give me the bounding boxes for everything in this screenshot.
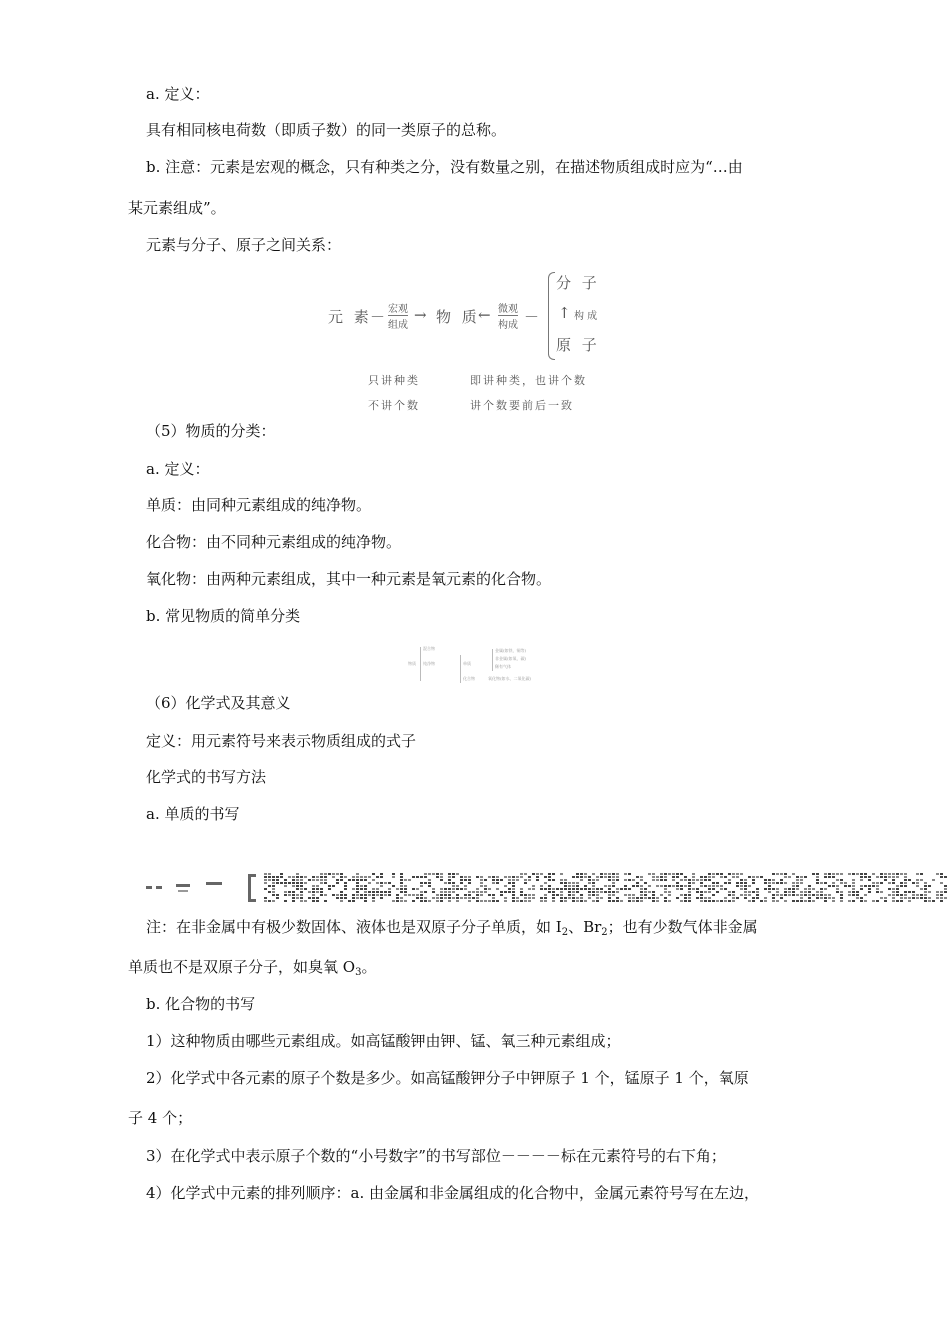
arrow-up-icon: ↑	[558, 304, 571, 322]
formula-writing-method: 化学式的书写方法	[146, 768, 267, 786]
simple-classification-heading: b. 常见物质的简单分类	[146, 607, 301, 625]
rule-2-line2: 子 4 个；	[128, 1109, 193, 1127]
elemental-writing-heading: a. 单质的书写	[146, 805, 240, 823]
note-b-line1: b. 注意：元素是宏观的概念，只有种类之分，没有数量之别，在描述物质组成时应为“…由	[146, 158, 743, 176]
diagram-note-2b: 讲个数要前后一致	[470, 399, 574, 412]
diagram-brace	[548, 272, 555, 360]
rule-1: 1）这种物质由哪些元素组成。如高锰酸钾由钾、锰、氧三种元素组成；	[146, 1032, 621, 1050]
formula-definition: 定义：用元素符号来表示物质组成的式子	[146, 732, 417, 750]
mini-feijinshu: 非金属(如氧、碳)	[495, 656, 527, 661]
diagram-note-1b: 不讲个数	[368, 399, 420, 412]
element-definition: 具有相同核电荷数（即质子数）的同一类原子的总称。	[146, 121, 507, 139]
elemental-substance-def: 单质：由同种元素组成的纯净物。	[146, 496, 372, 514]
classification-diagram	[408, 645, 538, 685]
mini-jinshu: 金属(如铁、铜等)	[495, 648, 527, 653]
note-nonmetal-line1: 注：在非金属中有极少数固体、液体也是双原子分子单质，如 $I_2$、$Br_2$；也有少数气体非金属	[146, 918, 758, 938]
diagram-goucheng: 构成	[498, 320, 518, 331]
diagram-note-2a: 即讲种类，也讲个数	[470, 374, 587, 387]
rule-3: 3）在化学式中表示原子个数的“小号数字”的书写部位－－－－标在元素符号的右下角；	[146, 1147, 726, 1165]
note-b-line2: 某元素组成”。	[128, 199, 226, 217]
mini-chunjingwu: 纯净物	[423, 661, 435, 666]
diagram-dash-1: －	[370, 308, 386, 326]
diagram-yuanzi: 原 子	[556, 336, 600, 354]
oxide-def: 氧化物：由两种元素组成，其中一种元素是氧元素的化合物。	[146, 570, 552, 588]
diagram-goucheng-2: 构 成	[574, 311, 598, 322]
mini-wuzhi: 物质	[408, 661, 416, 666]
definition-heading-a: a. 定义：	[146, 85, 210, 103]
mini-huahewu: 化合物	[463, 676, 475, 681]
definition-heading-a-2: a. 定义：	[146, 460, 210, 478]
diagram-zucheng: 组成	[388, 320, 408, 331]
mini-hunhewu: 混合物	[423, 646, 435, 651]
note-nonmetal-line2: 单质也不是双原子分子，如臭氧 $O_3$。	[128, 958, 377, 978]
mini-xiyouqiti: 稀有气体	[495, 664, 511, 669]
diagram-arrow-left: ←	[478, 306, 491, 324]
relation-heading: 元素与分子、原子之间关系：	[146, 236, 342, 254]
diagram-yuansu: 元 素	[328, 308, 372, 326]
diagram-hongguan: 宏观	[388, 300, 408, 316]
classification-heading: （5）物质的分类：	[146, 422, 276, 440]
diagram-fenzi: 分 子	[556, 274, 600, 292]
garbled-formula-image	[140, 870, 950, 906]
diagram-arrow-right: →	[414, 306, 427, 324]
mini-yanghuawu: 氧化物(如水、二氧化碳)	[488, 676, 532, 681]
compound-writing-heading: b. 化合物的书写	[146, 995, 256, 1013]
element-relation-diagram	[320, 270, 620, 420]
formula-heading: （6）化学式及其意义	[146, 694, 291, 712]
diagram-weiguan: 微观	[498, 300, 518, 316]
diagram-dash-2: －	[524, 308, 540, 326]
compound-def: 化合物：由不同种元素组成的纯净物。	[146, 533, 402, 551]
diagram-wuzhi: 物 质	[436, 308, 480, 326]
mini-danzhi: 单质	[463, 661, 471, 666]
rule-2-line1: 2）化学式中各元素的原子个数是多少。如高锰酸钾分子中钾原子 1 个，锰原子 1 个，氧原	[146, 1069, 749, 1087]
rule-4: 4）化学式中元素的排列顺序：a. 由金属和非金属组成的化合物中，金属元素符号写在左边，	[146, 1184, 760, 1202]
diagram-note-1a: 只讲种类	[368, 374, 420, 387]
